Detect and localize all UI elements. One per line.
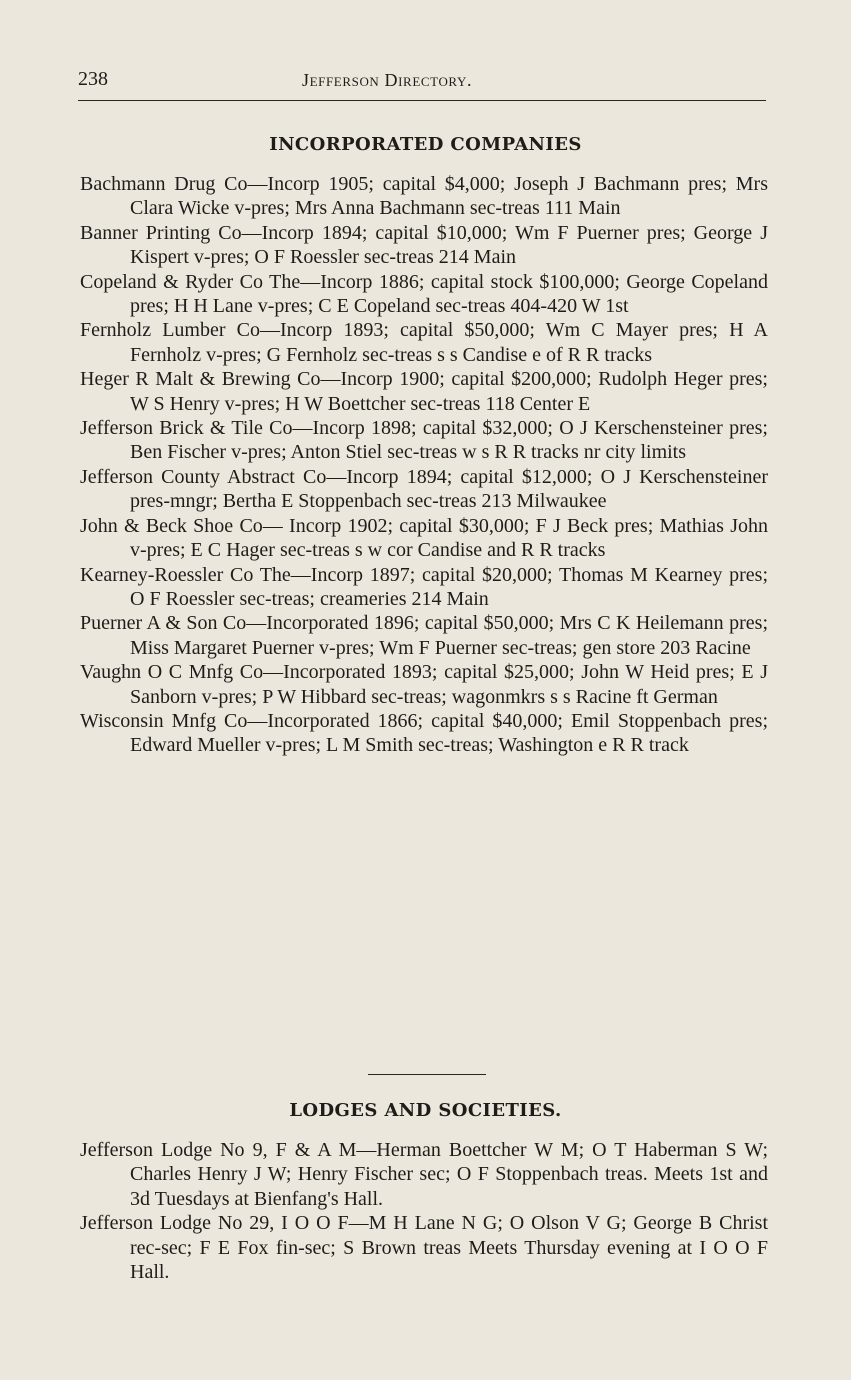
list-item: Jefferson Brick & Tile Co—Incorp 1898; capital $32,000; O J Kerschensteiner pres; Ben Fischer v-pres; Anton Stiel sec-treas w s R R tracks nr city limits: [80, 417, 768, 464]
list-item: Jefferson Lodge No 29, I O O F—M H Lane N G; O Olson V G; George B Christ rec-sec; F E Fox fin-sec; S Brown treas Meets Thursday evening at I O O F Hall.: [80, 1212, 768, 1284]
page-number: 238: [78, 68, 108, 90]
list-item: Vaughn O C Mnfg Co—Incorporated 1893; capital $25,000; John W Heid pres; E J Sanborn v-pres; P W Hibbard sec-treas; wagonmkrs s s Racine ft German: [80, 661, 768, 708]
list-item: Wisconsin Mnfg Co—Incorporated 1866; capital $40,000; Emil Stoppenbach pres; Edward Mueller v-pres; L M Smith sec-treas; Washington e R R track: [80, 709, 768, 757]
section-divider: [368, 1074, 486, 1075]
incorporated-companies-list: [80, 172, 768, 758]
list-item: Fernholz Lumber Co—Incorp 1893; capital $50,000; Wm C Mayer pres; H A Fernholz v-pres; G Fernholz sec-treas s s Candise e of R R tracks: [80, 319, 768, 366]
list-item: Puerner A & Son Co—Incorporated 1896; capital $50,000; Mrs C K Heilemann pres; Miss Margaret Puerner v-pres; Wm F Puerner sec-treas; gen store 203 Racine: [80, 612, 768, 659]
list-item: Banner Printing Co—Incorp 1894; capital $10,000; Wm F Puerner pres; George J Kispert v-pres; O F Roessler sec-treas 214 Main: [80, 221, 768, 269]
running-title: Jefferson Directory.: [302, 70, 473, 90]
list-item: Jefferson County Abstract Co—Incorp 1894; capital $12,000; O J Kerschensteiner pres-mngr; Bertha E Stoppenbach sec-treas 213 Milwaukee: [80, 465, 768, 513]
list-item: Copeland & Ryder Co The—Incorp 1886; capital stock $100,000; George Copeland pres; H H Lane v-pres; C E Copeland sec-treas 404-420 W 1st: [80, 270, 768, 318]
list-item: John & Beck Shoe Co— Incorp 1902; capital $30,000; F J Beck pres; Mathias John v-pres; E C Hager sec-treas s w cor Candise and R R tracks: [80, 514, 768, 562]
list-item: Kearney-Roessler Co The—Incorp 1897; capital $20,000; Thomas M Kearney pres; O F Roessler sec-treas; creameries 214 Main: [80, 563, 768, 610]
list-item: Jefferson Lodge No 9, F & A M—Herman Boettcher W M; O T Haberman S W; Charles Henry J W; Henry Fischer sec; O F Stoppenbach treas. Meets 1st and 3d Tuesdays at Bienfang's Hall.: [80, 1139, 768, 1210]
incorporated-companies-heading: INCORPORATED COMPANIES: [269, 134, 582, 155]
page-header: [78, 66, 766, 101]
lodges-and-societies-list: [80, 1138, 768, 1284]
lodges-and-societies-heading: LODGES AND SOCIETIES.: [289, 1100, 562, 1121]
list-item: Heger R Malt & Brewing Co—Incorp 1900; capital $200,000; Rudolph Heger pres; W S Henry v-pres; H W Boettcher sec-treas 118 Center E: [80, 368, 768, 415]
list-item: Bachmann Drug Co—Incorp 1905; capital $4,000; Joseph J Bachmann pres; Mrs Clara Wicke v-pres; Mrs Anna Bachmann sec-treas 111 Main: [80, 173, 768, 220]
